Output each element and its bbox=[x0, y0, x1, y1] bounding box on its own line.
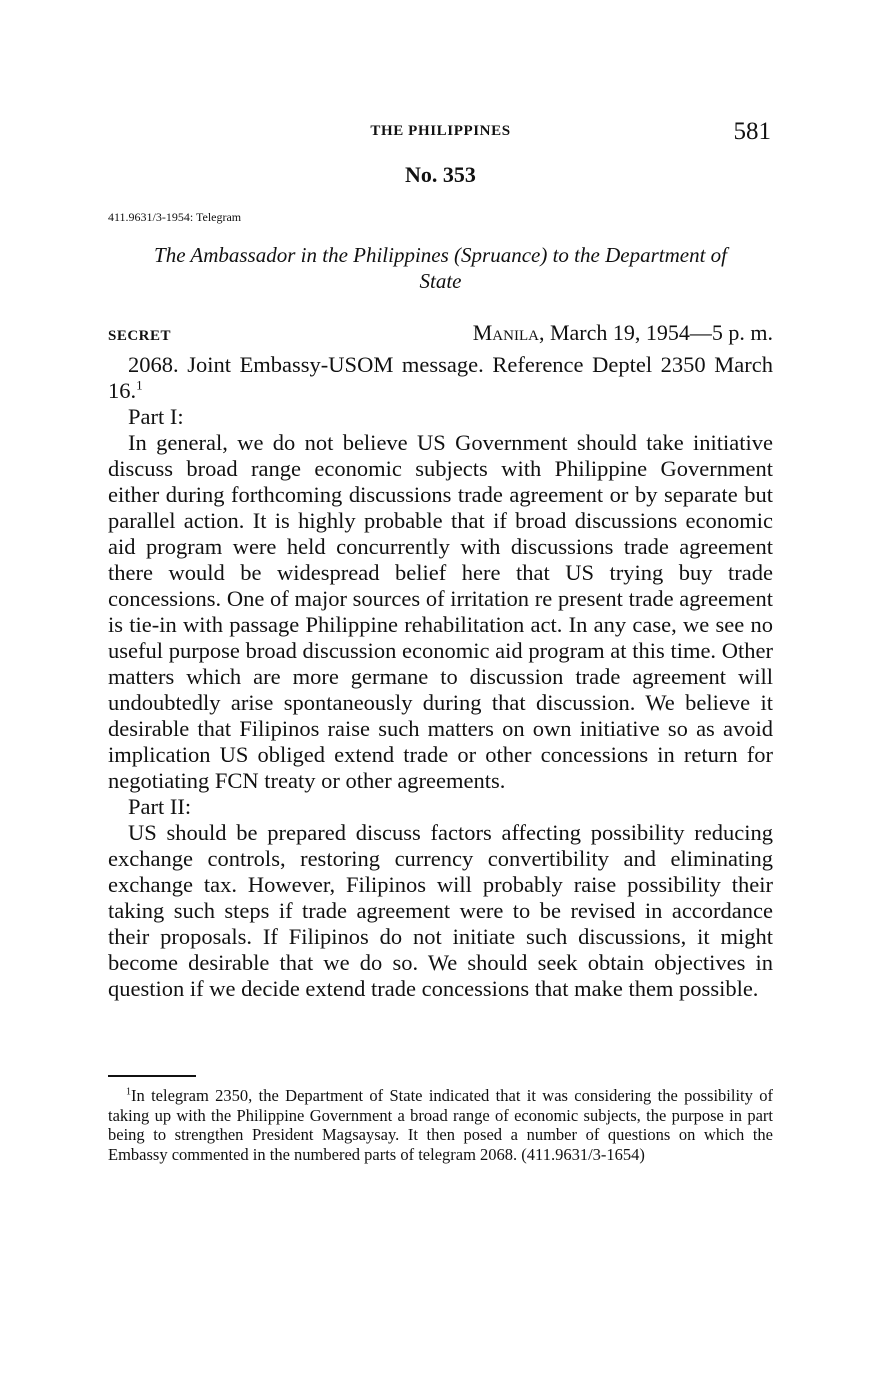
dateline-date: March 19, 1954—5 p. m. bbox=[544, 320, 773, 345]
heading-line-1: The Ambassador in the Philippines (Spruance) to the Department of bbox=[154, 243, 727, 267]
footnote-text: In telegram 2350, the Department of State indicated that it was considering the possibility of taking up with the Philippine Government a broad range of economic subjects, the purpose in part being to strengthen President Magsaysay. It then posed a number of questions on which the Embassy commented in the numbered parts of telegram 2068. (411.9631/3-1654) bbox=[108, 1086, 773, 1164]
footnote bbox=[108, 1086, 773, 1164]
document-number: No. 353 bbox=[405, 162, 476, 187]
dateline bbox=[473, 320, 773, 346]
part-2-label: Part II: bbox=[128, 794, 192, 819]
footnote-reference: 1 bbox=[136, 377, 143, 393]
dateline-place: Manila, bbox=[472, 320, 545, 345]
footnote-divider bbox=[108, 1075, 196, 1077]
dateline-row bbox=[108, 320, 773, 348]
file-reference: 411.9631/3-1954: Telegram bbox=[108, 210, 242, 224]
heading-line-2: State bbox=[419, 269, 462, 293]
running-title: THE PHILIPPINES bbox=[370, 123, 511, 139]
footnote-marker: 1 bbox=[126, 1086, 131, 1098]
part-1-paragraph: In general, we do not believe US Government should take initiative discuss broad range economic subjects with Philippine Government either during forthcoming discussions trade agreement or by separate but parallel action. It is highly probable that if broad discussions economic aid program were held concurrently with discussions trade agreement there would be widespread belief here that US trying buy trade concessions. One of major sources of irritation re present trade agreement is tie-in with passage Philippine rehabilitation act. In any case, we see no useful purpose broad discussion economic aid program at this time. Other matters which are more germane to discussion trade agreement will undoubtedly arise spontaneously during that discussion. We believe it desirable that Filipinos raise such matters on own initiative so as avoid implication US obliged extend trade or other concessions in return for negotiating FCN treaty or other agreements. bbox=[108, 430, 773, 793]
opening-text: 2068. Joint Embassy-USOM message. Reference Deptel 2350 March 16. bbox=[108, 352, 773, 403]
telegram-body bbox=[108, 352, 773, 1002]
document-heading bbox=[108, 242, 773, 294]
classification-marking: SECRET bbox=[108, 328, 172, 344]
page-number: 581 bbox=[733, 118, 771, 145]
running-header bbox=[108, 118, 773, 148]
part-1-label: Part I: bbox=[128, 404, 184, 429]
part-2-paragraph: US should be prepared discuss factors affecting possibility reducing exchange controls, restoring currency convertibility and eliminating exchange tax. However, Filipinos will probably raise possibility their taking such steps if trade agreement were to be revised in accordance their proposals. If Filipinos do not initiate such discussions, it might become desirable that we do so. We should seek obtain objectives in question if we decide extend trade concessions that make them possible. bbox=[108, 820, 773, 1001]
opening-paragraph bbox=[108, 352, 773, 404]
